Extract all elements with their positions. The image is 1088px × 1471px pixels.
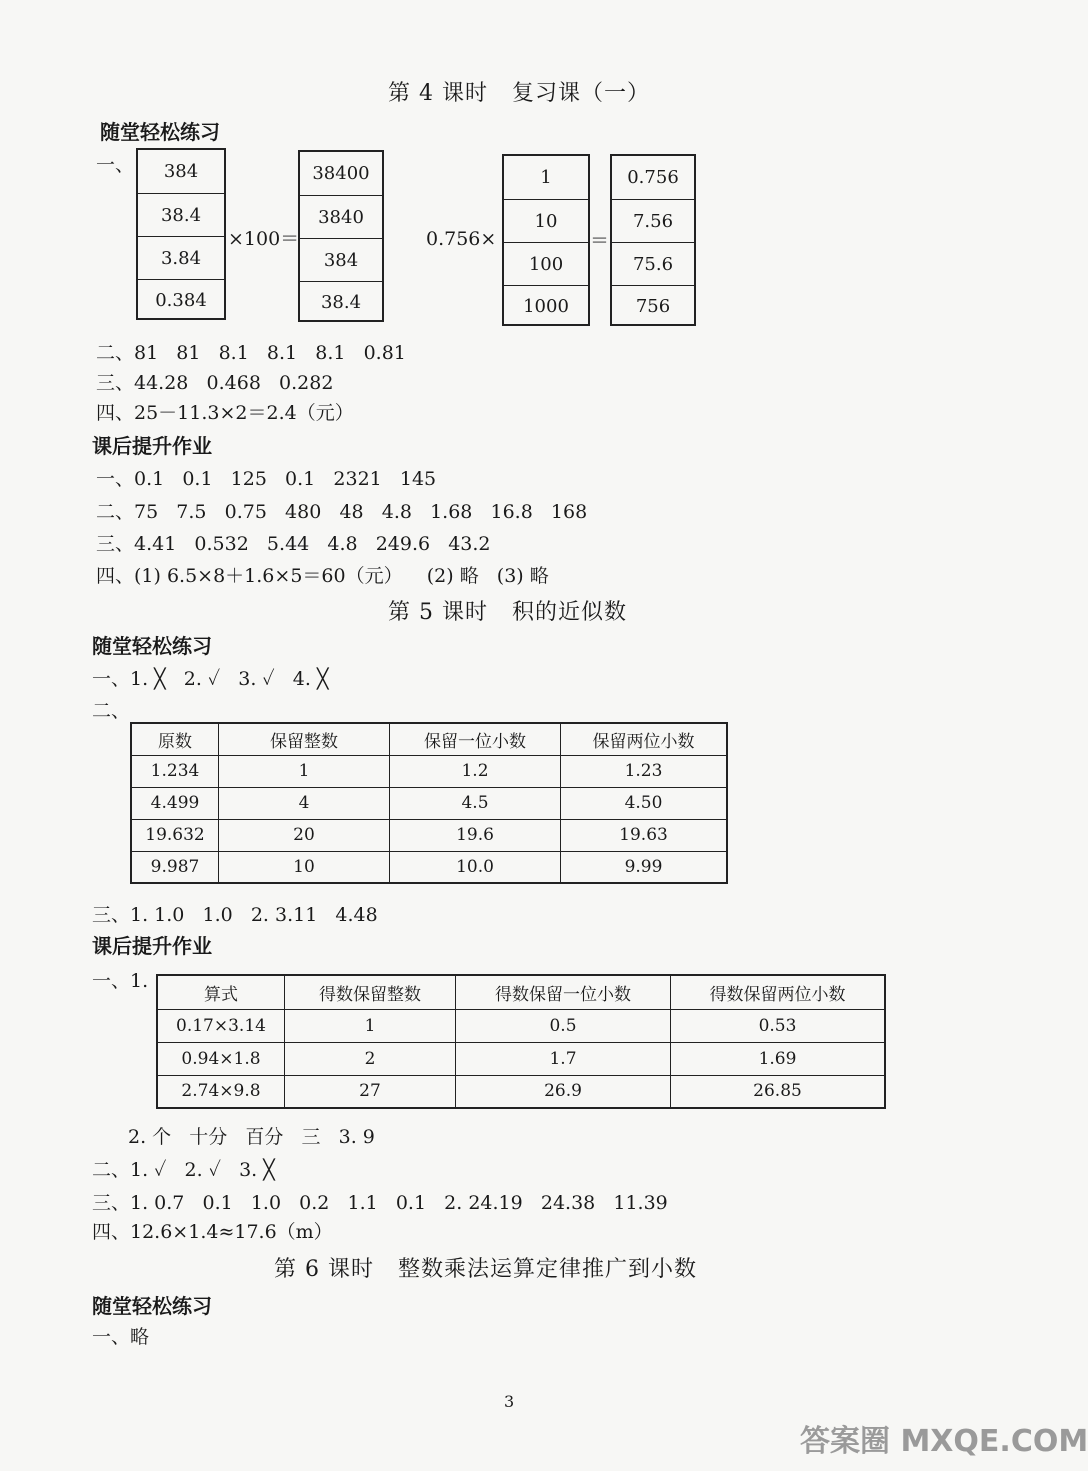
column-cell: 0.384 [138,279,224,321]
table-cell: 26.9 [456,1075,671,1108]
table-header: 保留两位小数 [561,723,728,755]
multiplicand: 0.756× [426,228,497,250]
column-cell: 0.756 [627,167,679,188]
table-cell: 19.632 [131,819,219,851]
lesson5-h1-part2: 2. 个 十分 百分 三 3. 9 [128,1126,375,1148]
table-cell: 4.50 [561,787,728,819]
table-header: 算式 [157,975,285,1009]
column-cell: 1 [540,167,552,188]
table-cell: 1.2 [390,755,561,787]
table-cell: 1 [219,755,390,787]
table-row [131,819,727,851]
lesson4-q3: 三、44.28 0.468 0.282 [96,372,334,394]
column-cell: 384 [300,238,382,282]
lesson5-h2: 二、1. ✓ 2. ✓ 3. ╳ [92,1159,275,1181]
table-cell: 4.499 [131,787,219,819]
lesson5-title: 第 5 课时 积的近似数 [388,600,627,625]
column-cell: 38.4 [138,193,224,237]
table-cell: 19.63 [561,819,728,851]
table-cell: 0.53 [671,1009,886,1042]
right-column-box [502,154,590,326]
table-header: 得数保留两位小数 [671,975,886,1009]
watermark-logo: 答案圈 MXQE.COM [800,1424,1088,1459]
column-cell: 38.4 [300,281,382,323]
column-cell: 3840 [300,195,382,239]
lesson6-q1: 一、略 [92,1326,150,1348]
table-row [157,1075,885,1108]
table-cell: 27 [285,1075,456,1108]
table-cell: 1.23 [561,755,728,787]
times-100: ×100＝ [228,228,300,250]
equals-sign: ＝ [590,230,610,252]
lesson4-h1: 一、0.1 0.1 125 0.1 2321 145 [96,468,437,490]
table-cell: 9.987 [131,851,219,883]
column-cell: 384 [163,161,199,182]
page-number: 3 [504,1392,515,1411]
column-cell: 38400 [312,163,370,184]
table-header: 保留一位小数 [390,723,561,755]
lesson4-q2: 二、81 81 8.1 8.1 8.1 0.81 [96,342,406,364]
column-cell: 756 [612,285,694,327]
lesson5-in-class-heading: 随堂轻松练习 [92,634,212,658]
table-cell: 19.6 [390,819,561,851]
column-cell: 75.6 [612,242,694,286]
left-column-box [136,148,226,320]
lesson5-q1: 一、1. ╳ 2. ✓ 3. ✓ 4. ╳ [92,668,329,690]
table-cell: 26.85 [671,1075,886,1108]
column-cell: 10 [504,199,588,243]
table-header: 保留整数 [219,723,390,755]
lesson5-h3: 三、1. 0.7 0.1 1.0 0.2 1.1 0.1 2. 24.19 24.38 11.39 [92,1192,668,1214]
lesson4-q1-label: 一、 [96,154,135,176]
table-cell: 1.234 [131,755,219,787]
lesson4-after-class-heading: 课后提升作业 [92,434,212,458]
column-cell: 3.84 [138,236,224,280]
table-row [131,755,727,787]
table-row [157,1009,885,1042]
table-cell: 0.17×3.14 [157,1009,285,1042]
table-cell: 9.99 [561,851,728,883]
rounding-table [130,722,728,884]
lesson4-q4: 四、25－11.3×2＝2.4（元） [96,402,354,424]
lesson4-h3: 三、4.41 0.532 5.44 4.8 249.6 43.2 [96,533,491,555]
table-cell: 4 [219,787,390,819]
result-column-box [298,150,384,322]
table-cell: 2.74×9.8 [157,1075,285,1108]
table-row [131,787,727,819]
table-cell: 20 [219,819,390,851]
table-cell: 10 [219,851,390,883]
lesson5-q3: 三、1. 1.0 1.0 2. 3.11 4.48 [92,904,378,926]
column-cell: 7.56 [612,199,694,243]
lesson6-in-class-heading: 随堂轻松练习 [92,1294,212,1318]
table-row [131,851,727,883]
table-cell: 1 [285,1009,456,1042]
table-cell: 1.7 [456,1042,671,1075]
column-cell: 1000 [504,285,588,327]
lesson4-in-class-heading: 随堂轻松练习 [100,120,220,144]
column-cell: 100 [504,242,588,286]
lesson5-after-class-heading: 课后提升作业 [92,934,212,958]
table-header: 得数保留整数 [285,975,456,1009]
lesson5-h4: 四、12.6×1.4≈17.6（m） [92,1221,333,1243]
table-cell: 4.5 [390,787,561,819]
lesson5-h1-label: 一、1. [92,970,149,992]
table-cell: 2 [285,1042,456,1075]
table-cell: 10.0 [390,851,561,883]
product-rounding-table [156,974,886,1109]
table-cell: 0.94×1.8 [157,1042,285,1075]
lesson6-title: 第 6 课时 整数乘法运算定律推广到小数 [274,1257,697,1282]
table-header: 得数保留一位小数 [456,975,671,1009]
table-cell: 0.5 [456,1009,671,1042]
lesson4-title: 第 4 课时 复习课（一） [388,81,650,106]
result-column2-box [610,154,696,326]
lesson5-q2-label: 二、 [92,700,131,722]
lesson4-h4: 四、(1) 6.5×8＋1.6×5＝60（元） (2) 略 (3) 略 [96,565,549,587]
table-header: 原数 [131,723,219,755]
table-row [157,1042,885,1075]
lesson4-h2: 二、75 7.5 0.75 480 48 4.8 1.68 16.8 168 [96,501,588,523]
table-cell: 1.69 [671,1042,886,1075]
